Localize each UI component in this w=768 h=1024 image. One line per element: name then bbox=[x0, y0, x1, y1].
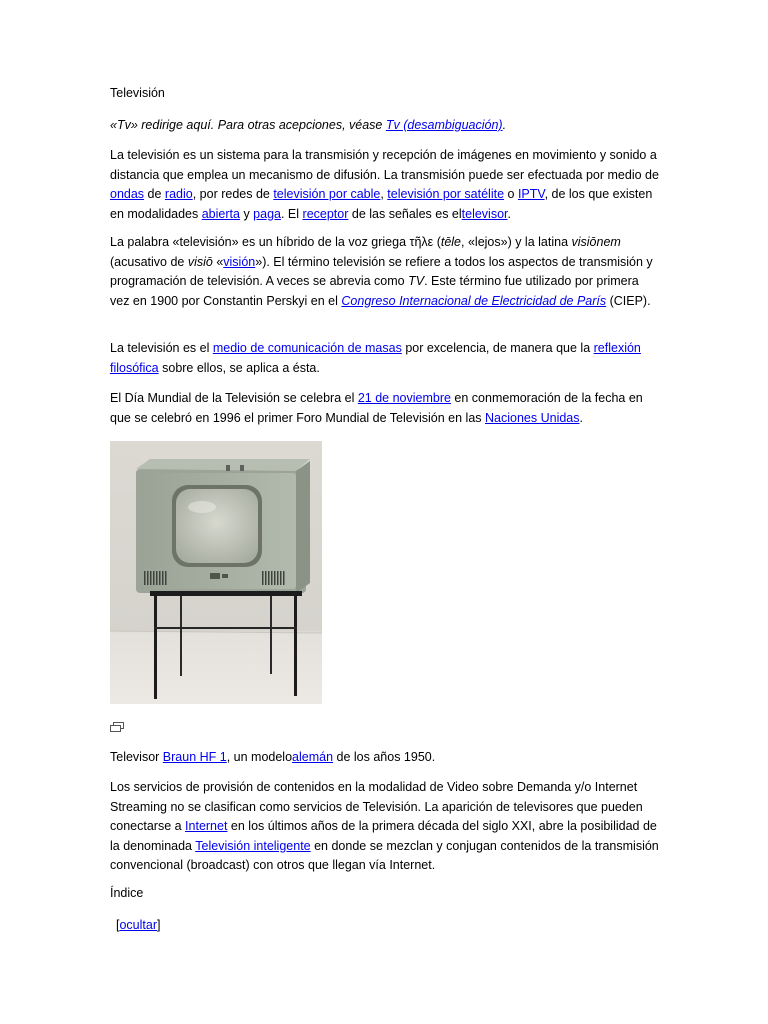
link-congreso[interactable]: Congreso Internacional de Electricidad de París bbox=[341, 293, 607, 308]
streaming-paragraph: Los servicios de provisión de contenidos en la modalidad de Video sobre Demanda y/o Internet Streaming no se clasifican como servicios de Televisión. La aparición de televisores que pueden conectarse a Internet en los últimos años de la primera década del siglo XXI, abre la posibilidad de la denominada Televisión inteligente en donde se mezclan y conjugan contenidos de la transmisión convencional (broadcast) con otros que llegan vía Internet. bbox=[110, 780, 659, 872]
link-braun-hf1[interactable]: Braun HF 1 bbox=[162, 750, 227, 764]
braun-hf1-photo bbox=[110, 441, 322, 704]
index-heading: Índice bbox=[110, 886, 144, 900]
link-television-por-satelite[interactable]: televisión por satélite bbox=[387, 187, 505, 201]
hide-index-link[interactable]: ocultar bbox=[119, 918, 158, 932]
link-receptor[interactable]: receptor bbox=[302, 206, 349, 221]
link-naciones-unidas[interactable]: Naciones Unidas bbox=[485, 410, 580, 425]
link-21-de-noviembre[interactable]: 21 de noviembre bbox=[357, 391, 451, 405]
image-caption: Televisor Braun HF 1, un modeloalemán de los años 1950. bbox=[110, 750, 436, 764]
link-reflexion-filosofica[interactable]: reflexión filosófica bbox=[110, 341, 641, 375]
index-toggle: [ocultar] bbox=[116, 918, 161, 932]
etymology-paragraph: La palabra «televisión» es un híbrido de la voz griega τῆλε (tēle, «lejos») y la latina visiōnem (acusativo de visiō «visión»). El término televisión se refiere a todos los aspectos de transmisión y programación de televisión. A veces se abrevia como TV. Este término fue utilizado por primera vez en 1900 por Constantin Perskyi en el Congreso Internacional de Electricidad de París (CIEP). bbox=[110, 235, 653, 308]
link-television-por-cable[interactable]: televisión por cable bbox=[273, 187, 381, 201]
link-aleman[interactable]: alemán bbox=[292, 750, 334, 764]
link-televisor[interactable]: televisor bbox=[461, 206, 508, 221]
mass-media-paragraph: La televisión es el medio de comunicación de masas por excelencia, de manera que la reflexión filosófica sobre ellos, se aplica a ésta. bbox=[110, 341, 641, 375]
hatnote: «Tv» redirige aquí. Para otras acepciones, véase Tv (desambiguación). bbox=[110, 118, 507, 132]
link-medio-de-comunicacion[interactable]: medio de comunicación de masas bbox=[212, 341, 402, 355]
disambiguation-link[interactable]: Tv (desambiguación) bbox=[385, 118, 503, 132]
link-abierta[interactable]: abierta bbox=[201, 206, 240, 221]
link-paga[interactable]: paga bbox=[253, 206, 281, 221]
link-iptv[interactable]: IPTV bbox=[517, 187, 545, 201]
link-ondas[interactable]: ondas bbox=[110, 187, 145, 201]
link-radio[interactable]: radio bbox=[164, 187, 193, 201]
link-vision[interactable]: visión bbox=[223, 254, 256, 269]
article-title: Televisión bbox=[110, 86, 165, 100]
world-tv-day-paragraph: El Día Mundial de la Televisión se celebra el 21 de noviembre en conmemoración de la fecha en que se celebró en 1996 el primer Foro Mundial de Televisión en las Naciones Unidas. bbox=[110, 391, 643, 425]
link-internet[interactable]: Internet bbox=[185, 819, 228, 833]
link-television-inteligente[interactable]: Televisión inteligente bbox=[195, 838, 311, 853]
enlarge-icon[interactable] bbox=[110, 722, 124, 732]
intro-paragraph: La televisión es un sistema para la transmisión y recepción de imágenes en movimiento y sonido a distancia que emplea un mecanismo de difusión. La transmisión puede ser efectuada por medio de ondas de radio, por redes de televisión por cable, televisión por satélite o IPTV, de los que existen en modalidades abierta y paga. El receptor de las señales es eltelevisor. bbox=[110, 148, 659, 221]
